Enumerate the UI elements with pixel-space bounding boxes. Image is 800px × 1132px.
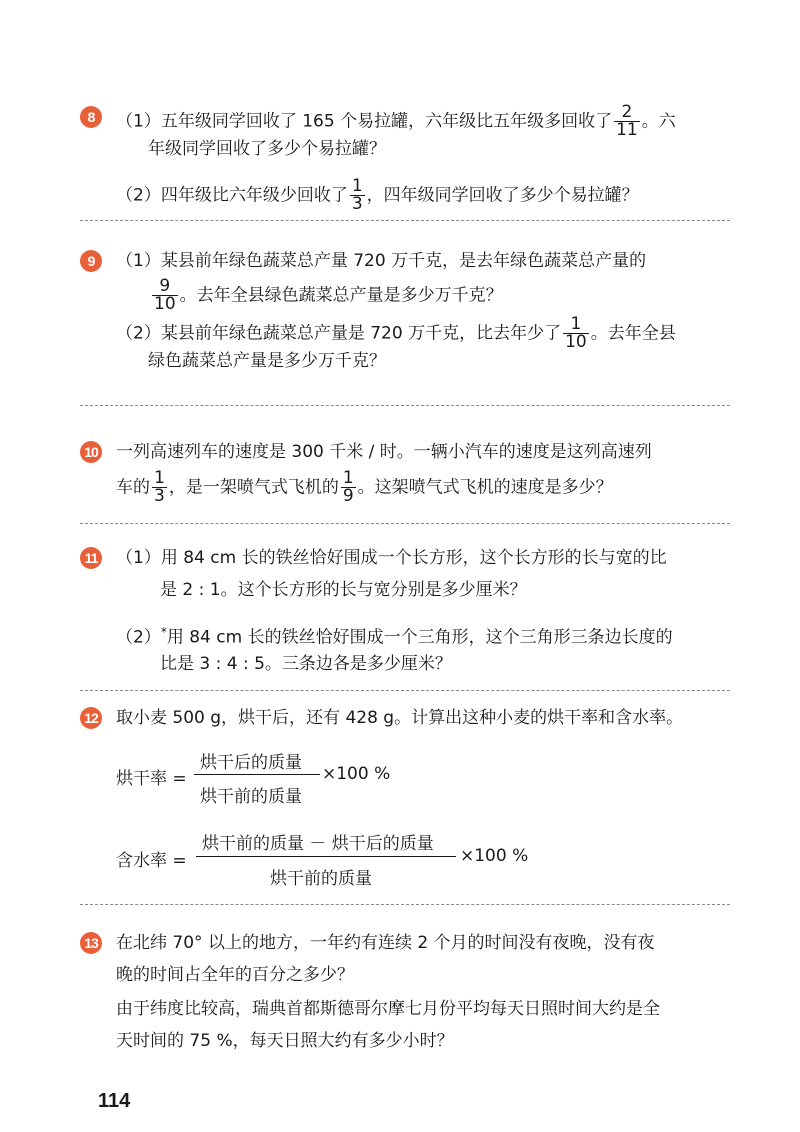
problem-13-line2: 晚的时间占全年的百分之多少？ [116,965,354,985]
problem-8-q1-text-b: 。六 [641,111,676,132]
problem-8-q2-text-a: （2）四年级比六年级少回收了 [116,185,348,206]
formula-2-denominator: 烘干前的质量 [270,869,372,889]
formula-2-label: 含水率 = [116,851,187,871]
section-divider [80,904,730,905]
formula-1-numerator: 烘干后的质量 [200,753,302,773]
problem-12-badge: 12 [80,707,102,729]
problem-10-badge: 10 [80,441,102,463]
fraction-2-11 [614,104,640,139]
problem-8-badge: 8 [80,106,102,128]
fraction-denominator: 11 [616,120,638,140]
problem-9-q2-text-b: 。去年全县 [590,323,676,344]
problem-10-text-b2: ，是一架喷气式飞机的 [168,477,339,498]
formula-2-bar [196,856,456,857]
fraction-numerator: 1 [154,468,165,488]
section-divider [80,220,730,221]
problem-10-line2 [116,470,613,505]
problem-11-q1-line2: 是 2 : 1。这个长方形的长与宽分别是多少厘米？ [160,580,527,600]
problem-9-q1-text-b: 。去年全县绿色蔬菜总产量是多少万千克？ [179,285,503,306]
problem-8-q1-text-a: （1）五年级同学回收了 165 个易拉罐，六年级比五年级多回收了 [116,111,613,132]
formula-2-numerator: 烘干前的质量 － 烘干后的质量 [202,834,434,854]
formula-1-bar [194,774,320,775]
problem-13-badge: 13 [80,932,102,954]
problem-11-q2-line2: 比是 3 : 4 : 5。三条边各是多少厘米？ [160,654,452,674]
fraction-numerator: 1 [351,176,363,196]
problem-8-q2-text-b: ，四年级同学回收了多少个易拉罐？ [366,185,639,206]
section-divider [80,690,730,691]
problem-13-line1: 在北纬 70° 以上的地方，一年约有连续 2 个月的时间没有夜晚，没有夜 [116,933,655,953]
problem-12-text: 取小麦 500 g，烘干后，还有 428 g。计算出这种小麦的烘干率和含水率。 [116,708,684,728]
optional-star: * [160,625,167,639]
problem-11-q2-line1 [116,619,673,651]
problem-8-q1-line2: 年级同学回收了多少个易拉罐？ [148,139,386,159]
fraction-numerator: 2 [621,102,633,122]
fraction-9-10 [152,278,178,313]
section-divider [80,405,730,406]
fraction-denominator: 9 [342,486,354,506]
problem-10-text-b1: 车的 [116,477,150,498]
problem-11-q2-text-a: 用 84 cm 长的铁丝恰好围成一个三角形，这个三角形三条边长度的 [166,627,673,648]
fraction-denominator: 3 [351,194,363,214]
problem-11-q2-label: （2） [116,627,161,648]
fraction-1-3 [350,178,365,213]
problem-13-line4: 天时间的 75 %，每天日照大约有多少小时？ [116,1031,454,1051]
problem-11-q1-line1: （1）用 84 cm 长的铁丝恰好围成一个长方形，这个长方形的长与宽的比 [116,548,667,568]
fraction-denominator: 10 [565,332,587,352]
problem-10-line1: 一列高速列车的速度是 300 千米 / 时。一辆小汽车的速度是这列高速列 [116,442,652,462]
problem-9-badge: 9 [80,250,102,272]
problem-9-q2-line2: 绿色蔬菜总产量是多少万千克？ [148,351,386,371]
problem-9-q1-line2 [150,278,503,313]
problem-9-q2-text-a: （2）某县前年绿色蔬菜总产量是 720 万千克，比去年少了 [116,323,562,344]
fraction-numerator: 1 [570,314,582,334]
fraction-denominator: 10 [154,294,176,314]
problem-13-line3: 由于纬度比较高，瑞典首都斯德哥尔摩七月份平均每天日照时间大约是全 [116,999,660,1019]
section-divider [80,523,730,524]
fraction-numerator: 9 [159,276,171,296]
problem-9-q2-line1 [116,316,676,351]
page-number: 114 [98,1090,131,1112]
formula-1-denominator: 烘干前的质量 [200,787,302,807]
problem-9-q1-line1: （1）某县前年绿色蔬菜总产量 720 万千克，是去年绿色蔬菜总产量的 [116,251,647,271]
fraction-denominator: 3 [154,486,165,506]
problem-8-q2-line [116,178,639,213]
formula-2-tail: ×100 % [460,846,529,866]
formula-1-label: 烘干率 = [116,769,187,789]
fraction-1-3 [152,470,167,505]
problem-10-text-b3: 。这架喷气式飞机的速度是多少？ [357,477,613,498]
problem-8-q1-line1 [116,104,676,139]
formula-1-tail: ×100 % [322,764,391,784]
fraction-1-10 [563,316,589,351]
fraction-numerator: 1 [342,468,354,488]
fraction-1-9 [341,470,356,505]
problem-11-badge: 11 [80,547,102,569]
